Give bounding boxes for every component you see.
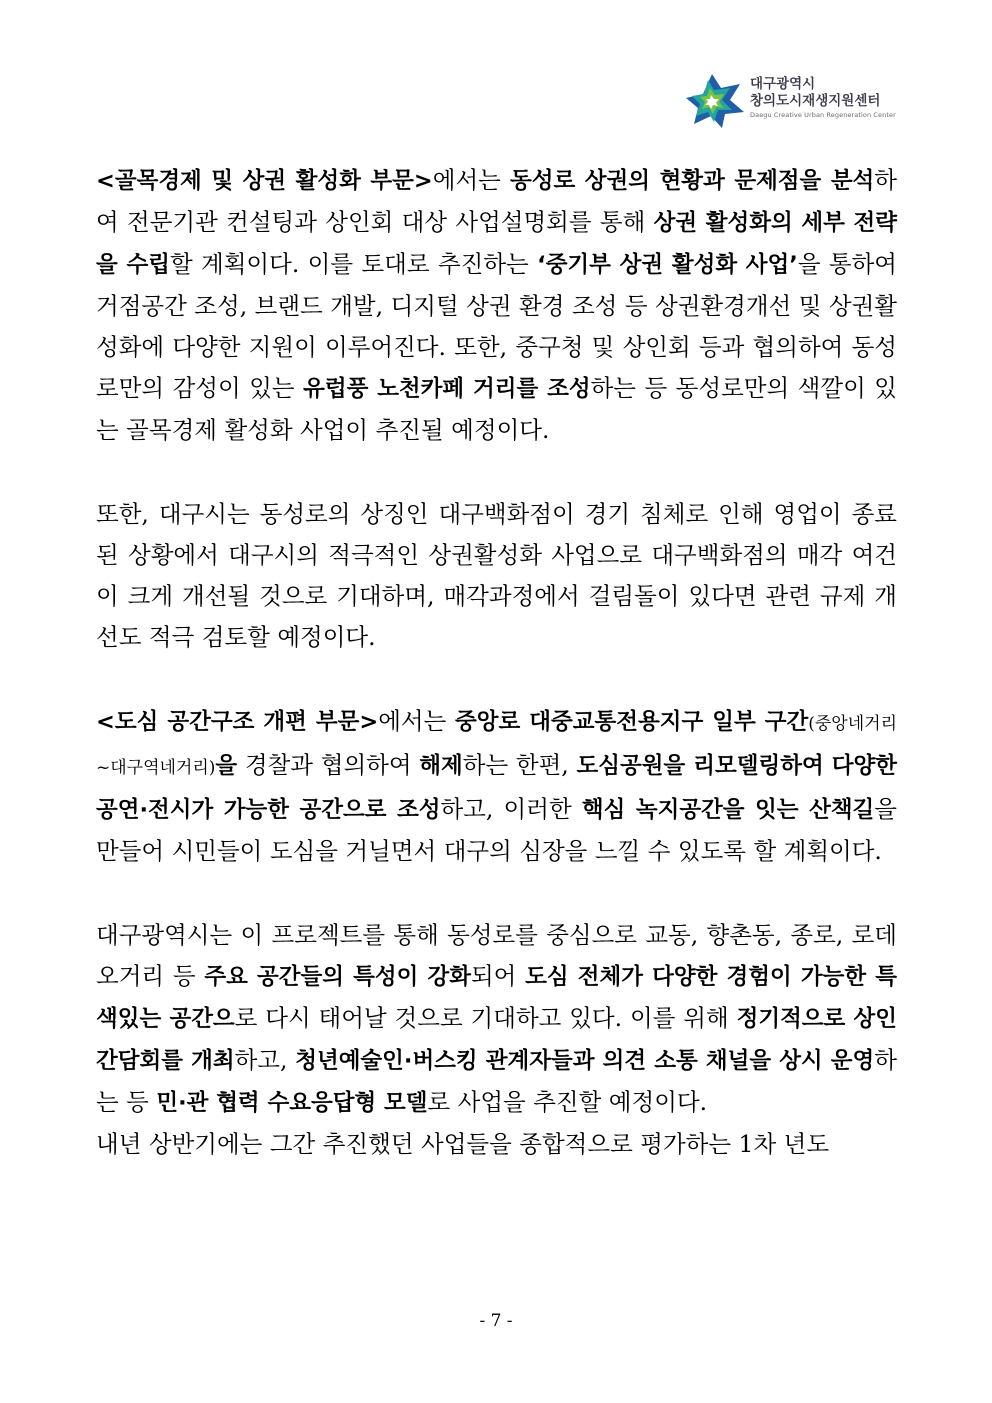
text-segment: 에서는 xyxy=(432,166,511,194)
star-logo-icon xyxy=(684,72,746,130)
text-segment: 로 사업을 추진할 예정이다. xyxy=(427,1088,708,1116)
text-segment: 하고, 이러한 xyxy=(440,795,582,823)
center-logo xyxy=(684,70,914,130)
logo-line-3: Daegu Creative Urban Regeneration Center xyxy=(750,111,896,119)
text-segment: 하여 전문기관 컨설팅과 상인회 대상 사업설명회를 통해 xyxy=(96,166,897,236)
page-number: - 7 - xyxy=(479,1311,513,1331)
text-segment: 하는 등 xyxy=(96,1046,897,1116)
text-segment: 하는 한편, xyxy=(462,751,577,779)
paragraph-urban-structure xyxy=(96,701,897,872)
paragraph-expectation xyxy=(96,915,897,1124)
bold-text-segment: 민·관 협력 수요응답형 모델 xyxy=(156,1090,428,1116)
text-segment: 을 만들어 시민들이 도심을 거닐면서 대구의 심장을 느낄 수 있도록 할 계획이다. xyxy=(96,795,897,865)
bold-text-segment: 핵심 녹지공간을 잇는 산책길 xyxy=(581,797,875,823)
bold-text-segment: 정기적으로 상인 간담회를 개최 xyxy=(96,1006,897,1074)
text-segment: 로 다시 태어날 것으로 기대하고 있다. 이를 위해 xyxy=(234,1004,737,1032)
text-segment: 할 계획이다. 이를 토대로 추진하는 xyxy=(169,250,538,278)
logo-line-2: 창의도시재생지원센터 xyxy=(750,93,881,109)
text-segment: 또한, 대구시는 동성로의 상징인 대구백화점이 경기 침체로 인해 영업이 종료된 상황에서 대구시의 적극적인 상권활성화 사업으로 대구백화점의 매각 여건이 크게 개선될 것으로 기대하며, 매각과정에서 걸림돌이 있다면 관련 규제 개선도 적극 검토할 예정이다. xyxy=(96,500,897,651)
bold-text-segment: 동성로 상권의 현황과 문제점을 분석 xyxy=(510,168,875,194)
text-segment: 을 통하여 거점공간 조성, 브랜드 개발, 디지털 상권 환경 조성 등 상권환경개선 및 상권활성화에 다양한 지원이 이루어진다. 또한, 중구청 및 상인회 등과 협의하여 동성로만의 감성이 있는 xyxy=(96,250,897,402)
paragraph-next-year xyxy=(96,1124,897,1165)
bold-text-segment: 도심공원을 리모델링하여 다양한 공연·전시가 가능한 공간으로 조성 xyxy=(96,753,897,823)
bold-text-segment: <도심 공간구조 개편 부문> xyxy=(96,709,379,735)
text-segment: 하는 등 동성로만의 색깔이 있는 골목경제 활성화 사업이 추진될 예정이다. xyxy=(96,374,897,444)
bold-text-segment: 청년예술인·버스킹 관계자들과 의견 소통 채널을 상시 운영 xyxy=(295,1048,875,1074)
text-segment: 되어 xyxy=(470,962,526,990)
paragraph-commerce xyxy=(96,160,897,451)
logo-line-1: 대구광역시 xyxy=(750,76,816,92)
text-segment: 경찰과 협의하여 xyxy=(237,751,420,779)
bold-text-segment: 유럽풍 노천카페 거리를 조성 xyxy=(303,376,591,402)
text-segment: 내년 상반기에는 그간 추진했던 사업들을 종합적으로 평가하는 1차 년도 xyxy=(96,1130,830,1158)
bold-text-segment: 주요 공간들의 특성이 강화 xyxy=(204,964,471,990)
paragraph-department-store xyxy=(96,494,897,658)
bold-text-segment: 해제 xyxy=(419,753,463,779)
document-body xyxy=(96,160,897,1165)
bold-text-segment: 상권 활성화의 세부 전략을 수립 xyxy=(96,210,897,278)
bold-text-segment: 도심 전체가 다양한 경험이 가능한 특색있는 공간으 xyxy=(96,964,897,1032)
bold-text-segment: 을 xyxy=(215,753,238,779)
text-segment: (중앙네거리~대구역네거리) xyxy=(96,714,897,778)
text-segment: 에서는 xyxy=(378,707,456,735)
bold-text-segment: <골목경제 및 상권 활성화 부문> xyxy=(96,168,433,194)
bold-text-segment: 중앙로 대중교통전용지구 일부 구간 xyxy=(455,709,809,735)
text-segment: 대구광역시는 이 프로젝트를 통해 동성로를 중심으로 교동, 향촌동, 종로, 로데오거리 등 xyxy=(96,921,897,990)
text-segment: 하고, xyxy=(234,1046,296,1074)
bold-text-segment: ‘중기부 상권 활성화 사업’ xyxy=(537,252,798,278)
